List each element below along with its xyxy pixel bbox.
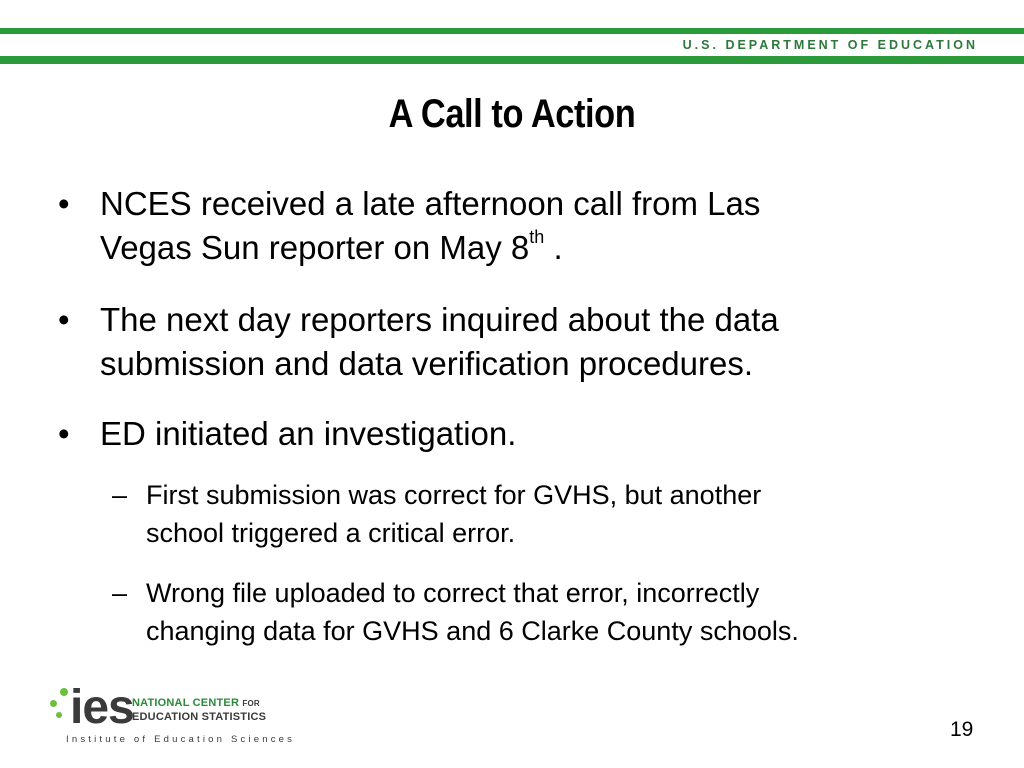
logo-for-text: FOR bbox=[242, 699, 260, 708]
bullet-mark: • bbox=[58, 301, 70, 338]
slide-title: A Call to Action bbox=[388, 92, 636, 136]
sub-bullet-text-line: Wrong file uploaded to correct that error, incorrectly bbox=[146, 578, 760, 608]
sub-bullet-text-line: changing data for GVHS and 6 Clarke County schools. bbox=[146, 616, 799, 646]
sub-bullet-mark: – bbox=[112, 480, 128, 510]
logo-line-1 bbox=[132, 697, 260, 709]
bullet-mark: • bbox=[58, 415, 70, 452]
bullet-text-line: ED initiated an investigation. bbox=[100, 415, 517, 452]
sub-bullet-text-line: First submission was correct for GVHS, but another bbox=[146, 480, 762, 510]
ies-wordmark: ies bbox=[70, 681, 134, 734]
logo-dot-icon bbox=[50, 700, 57, 707]
bullet-text-line bbox=[100, 226, 950, 270]
department-label: U.S. DEPARTMENT OF EDUCATION bbox=[682, 38, 978, 52]
logo-line-2: EDUCATION STATISTICS bbox=[132, 711, 267, 723]
bullet-text-line: The next day reporters inquired about the data bbox=[100, 301, 779, 338]
top-margin bbox=[0, 0, 1024, 28]
bullet-mark: • bbox=[58, 185, 70, 222]
bullet-tail: . bbox=[544, 229, 563, 266]
logo-dot-icon bbox=[60, 688, 68, 696]
sub-bullet-mark: – bbox=[112, 578, 128, 608]
logo-tagline: Institute of Education Sciences bbox=[66, 734, 296, 745]
bullet-text-line: NCES received a late afternoon call from Las bbox=[100, 185, 761, 222]
sub-bullet-text-line: school triggered a critical error. bbox=[146, 518, 516, 548]
logo-dot-icon bbox=[56, 712, 62, 718]
ies-logo bbox=[50, 681, 296, 748]
logo-line-1-text: NATIONAL CENTER bbox=[132, 697, 240, 709]
page-number: 19 bbox=[950, 718, 974, 741]
bullet-text-line: submission and data verification procedures. bbox=[100, 345, 754, 382]
superscript: th bbox=[529, 227, 545, 247]
header-divider bbox=[0, 61, 1024, 64]
bullet-text: Vegas Sun reporter on May 8 bbox=[100, 229, 530, 266]
